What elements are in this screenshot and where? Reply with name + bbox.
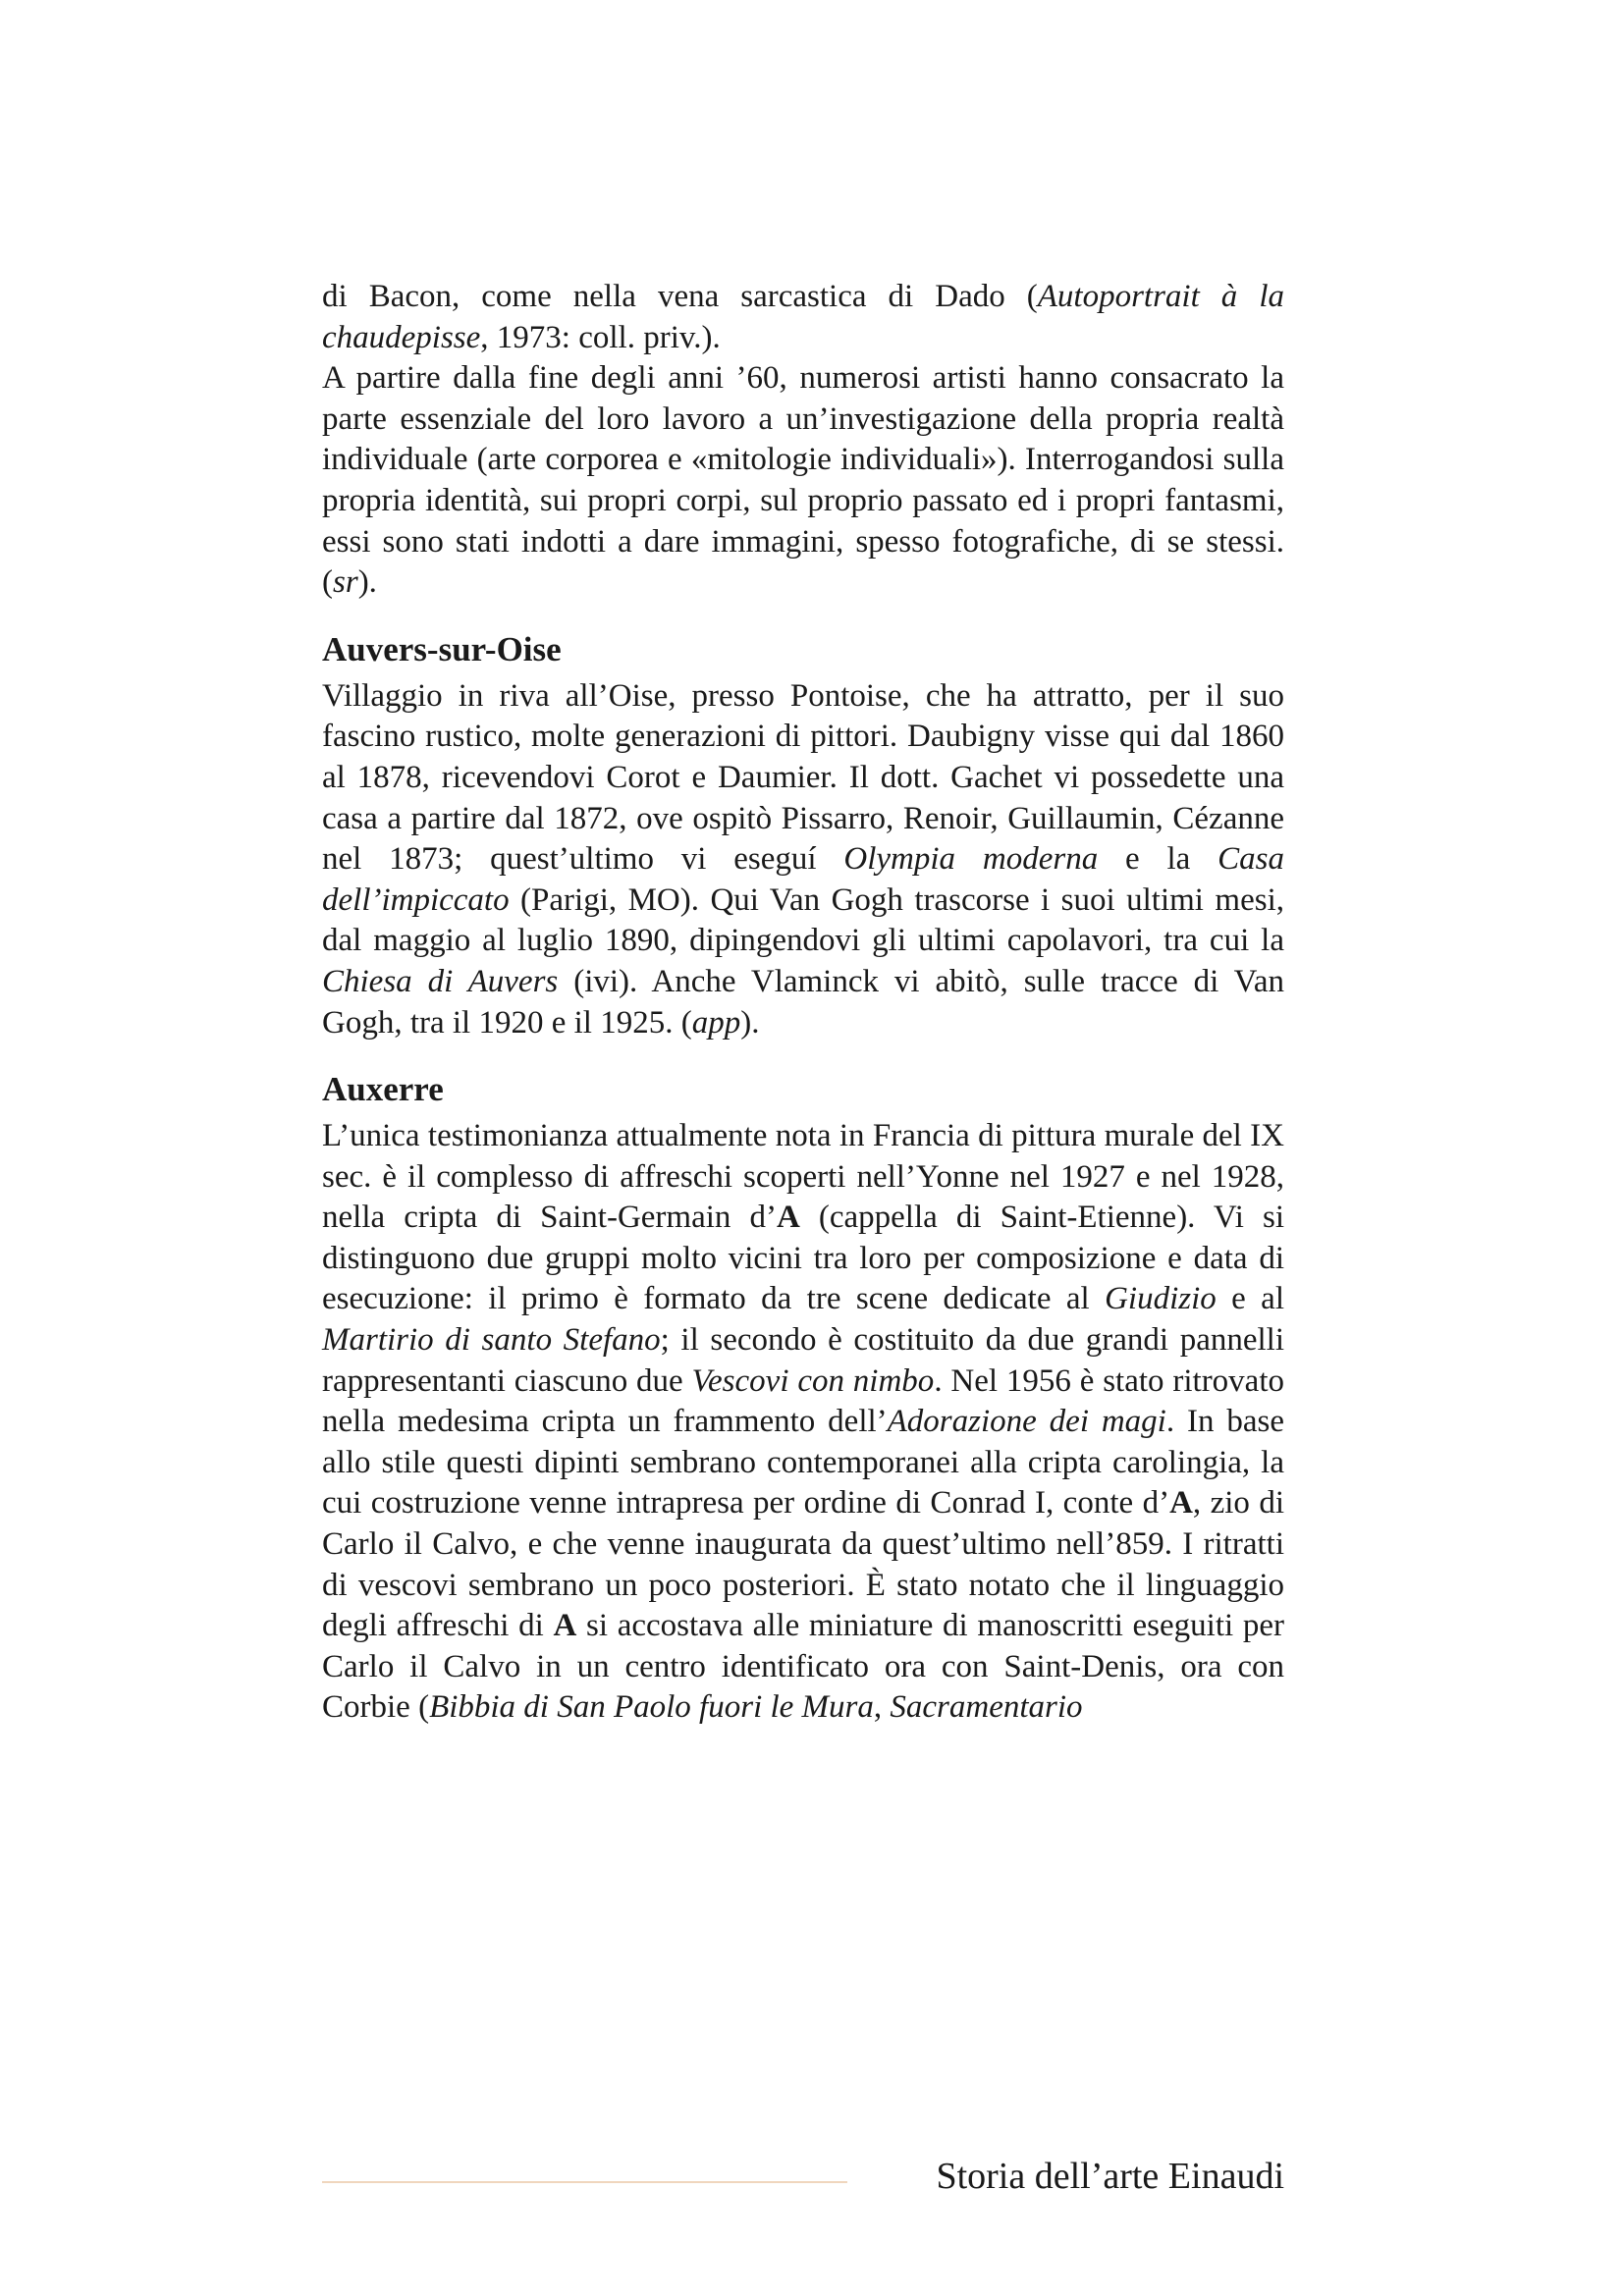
intro-paragraph-1: di Bacon, come nella vena sarcastica di Dado (Autoportrait à la chaudepisse, 1973: coll. priv.).: [322, 279, 1284, 355]
century-numeral: IX: [1250, 1118, 1284, 1154]
entry-body-auvers: Villaggio in riva all’Oise, presso Pontoise, che ha attratto, per il suo fascino rustico, molte generazioni di pittori. Daubigny visse qui dal 1860 al 1878, ricevendovi Corot e Daumier. Il dott. Gachet vi possedette una casa a partire dal 1872, ove ospitò Pissarro, Renoir, Guillaumin, Cézanne nel 1873; quest’ultimo vi eseguí Olympia moderna e la Casa dell’impiccato (Parigi, MO). Qui Van Gogh trascorse i suoi ultimi mesi, dal maggio al luglio 1890, dipingendovi gli ultimi capolavori, tra cui la Chiesa di Auvers (ivi). Anche Vlaminck vi abitò, sulle tracce di Van Gogh, tra il 1920 e il 1925. (app).: [322, 677, 1284, 1041]
entry-title-auxerre: Auxerre: [322, 1070, 444, 1109]
author-initials: sr: [333, 564, 358, 601]
italic-title: Autoportrait à la chaudepisse: [322, 279, 1284, 355]
entry-body-auxerre: L’unica testimonianza attualmente nota in Francia di pittura murale del IX sec. è il complesso di affreschi scoperti nell’Yonne nel 1927 e nel 1928, nella cripta di Saint-Germain d’A (cappella di Saint-Etienne). Vi si distinguono due gruppi molto vicini tra loro per composizione e data di esecuzione: il primo è formato da tre scene dedicate al Giudizio e al Martirio di santo Stefano; il secondo è costituito da due grandi pannelli rappresentanti ciascuno due Vescovi con nimbo. Nel 1956 è stato ritrovato nella medesima cripta un frammento dell’Adorazione dei magi. In base allo stile questi dipinti sembrano contemporanei alla cripta carolingia, la cui costruzione venne intrapresa per ordine di Conrad I, conte d’A, zio di Carlo il Calvo, e che venne inaugurata da quest’ultimo nell’859. I ritratti di vescovi sembrano un poco posteriori. È stato notato che il linguaggio degli affreschi di A si accostava alle miniature di manoscritti eseguiti per Carlo il Calvo in un centro identificato ora con Saint-Denis, ora con Corbie (Bibbia di San Paolo fuori le Mura, Sacramentario: [322, 1118, 1284, 1726]
museum-abbrev: MO: [627, 881, 680, 918]
page-content: [322, 277, 1284, 1729]
footer-rule: [322, 2181, 847, 2183]
author-initials: app: [691, 1004, 741, 1041]
footer-publisher: Storia dell’arte Einaudi: [936, 2156, 1284, 2197]
intro-paragraph-2: A partire dalla fine degli anni ’60, numerosi artisti hanno consacrato la parte essenziale del loro lavoro a un’investigazione della propria realtà individuale (arte corporea e «mitologie individuali»). Interrogandosi sulla propria identità, sui propri corpi, sul proprio passato ed i propri fantasmi, essi sono stati indotti a dare immagini, spesso fotografiche, di se stessi. (sr).: [322, 360, 1284, 601]
entry-title-auvers: Auvers-sur-Oise: [322, 629, 562, 668]
